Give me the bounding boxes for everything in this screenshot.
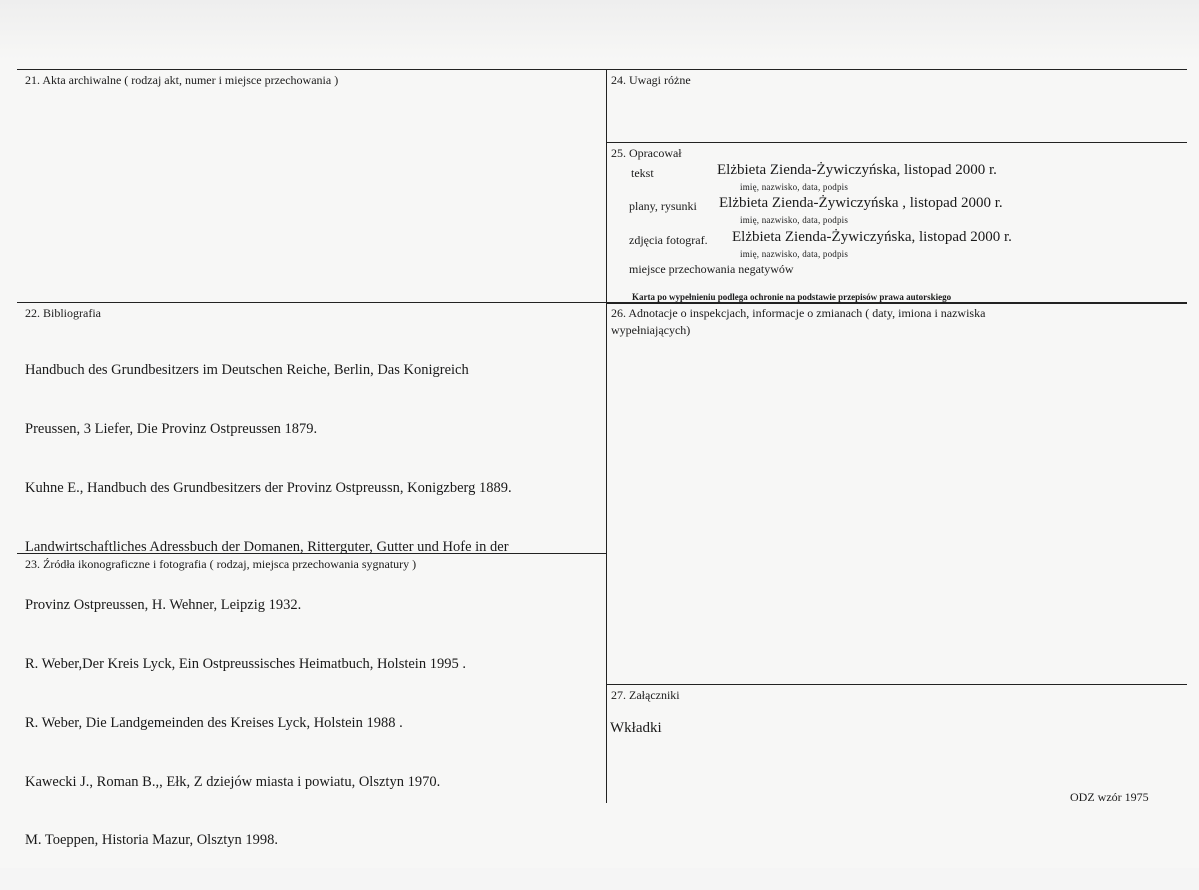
bibliography-list: [25, 322, 512, 890]
bibliography-line: R. Weber,Der Kreis Lyck, Ein Ostpreussisches Heimatbuch, Holstein 1995 .: [25, 656, 466, 673]
rule-25-26: [606, 302, 1187, 304]
author-plans-caption: imię, nazwisko, data, podpis: [740, 215, 849, 225]
form-model-label: ODZ wzór 1975: [1070, 790, 1149, 804]
section-23-label: 23. Źródła ikonograficzne i fotografia ( rodzaj, miejsca przechowania sygnatury ): [25, 557, 417, 571]
author-plans-value: Elżbieta Zienda-Żywiczyńska , listopad 2000 r.: [719, 195, 1003, 211]
author-text-value: Elżbieta Zienda-Żywiczyńska, listopad 2000 r.: [717, 162, 997, 178]
section-26-label-line2: wypełniających): [611, 323, 691, 337]
negatives-location: miejsce przechowania negatywów: [629, 262, 794, 276]
section-24-label: 24. Uwagi różne: [611, 73, 691, 87]
bibliography-line: Handbuch des Grundbesitzers im Deutschen Reiche, Berlin, Das Konigreich: [25, 362, 469, 379]
author-text-caption: imię, nazwisko, data, podpis: [740, 182, 849, 192]
middle-divider: [606, 69, 607, 803]
section-25-label: 25. Opracował: [611, 146, 682, 160]
bibliography-line: Provinz Ostpreussen, H. Wehner, Leipzig 1932.: [25, 597, 302, 614]
section-21-label: 21. Akta archiwalne ( rodzaj akt, numer i miejsce przechowania ): [25, 73, 339, 87]
bibliography-line: Kawecki J., Roman B.,, Ełk, Z dziejów miasta i powiatu, Olsztyn 1970.: [25, 773, 441, 790]
author-photos-value: Elżbieta Zienda-Żywiczyńska, listopad 2000 r.: [732, 229, 1012, 245]
top-rule: [17, 69, 1187, 70]
rule-24-25: [606, 142, 1187, 143]
card-top-edge: [0, 0, 1199, 60]
author-role-plans: plany, rysunki: [629, 199, 697, 213]
rule-26-27: [606, 684, 1187, 685]
bibliography-line: Kuhne E., Handbuch des Grundbesitzers der Provinz Ostpreussn, Konigzberg 1889.: [25, 479, 512, 496]
attachments-value: Wkładki: [610, 720, 662, 736]
author-photos-caption: imię, nazwisko, data, podpis: [740, 249, 849, 259]
copyright-notice: Karta po wypełnieniu podlega ochronie na podstawie przepisów prawa autorskiego: [632, 292, 952, 302]
bibliography-line: Landwirtschaftliches Adressbuch der Domanen, Ritterguter, Gutter und Hofe in der: [25, 538, 509, 555]
author-role-photos: zdjęcia fotograf.: [629, 233, 708, 247]
bibliography-line: R. Weber, Die Landgemeinden des Kreises Lyck, Holstein 1988 .: [25, 714, 403, 731]
bibliography-line: Preussen, 3 Liefer, Die Provinz Ostpreussen 1879.: [25, 420, 318, 437]
section-22-label: 22. Bibliografia: [25, 306, 101, 320]
section-26-label-line1: 26. Adnotacje o inspekcjach, informacje o zmianach ( daty, imiona i nazwiska: [611, 306, 986, 320]
author-role-text: tekst: [631, 166, 654, 180]
section-27-label: 27. Załączniki: [611, 688, 680, 702]
bibliography-line: M. Toeppen, Historia Mazur, Olsztyn 1998.: [25, 832, 279, 849]
rule-21-22: [17, 302, 607, 303]
